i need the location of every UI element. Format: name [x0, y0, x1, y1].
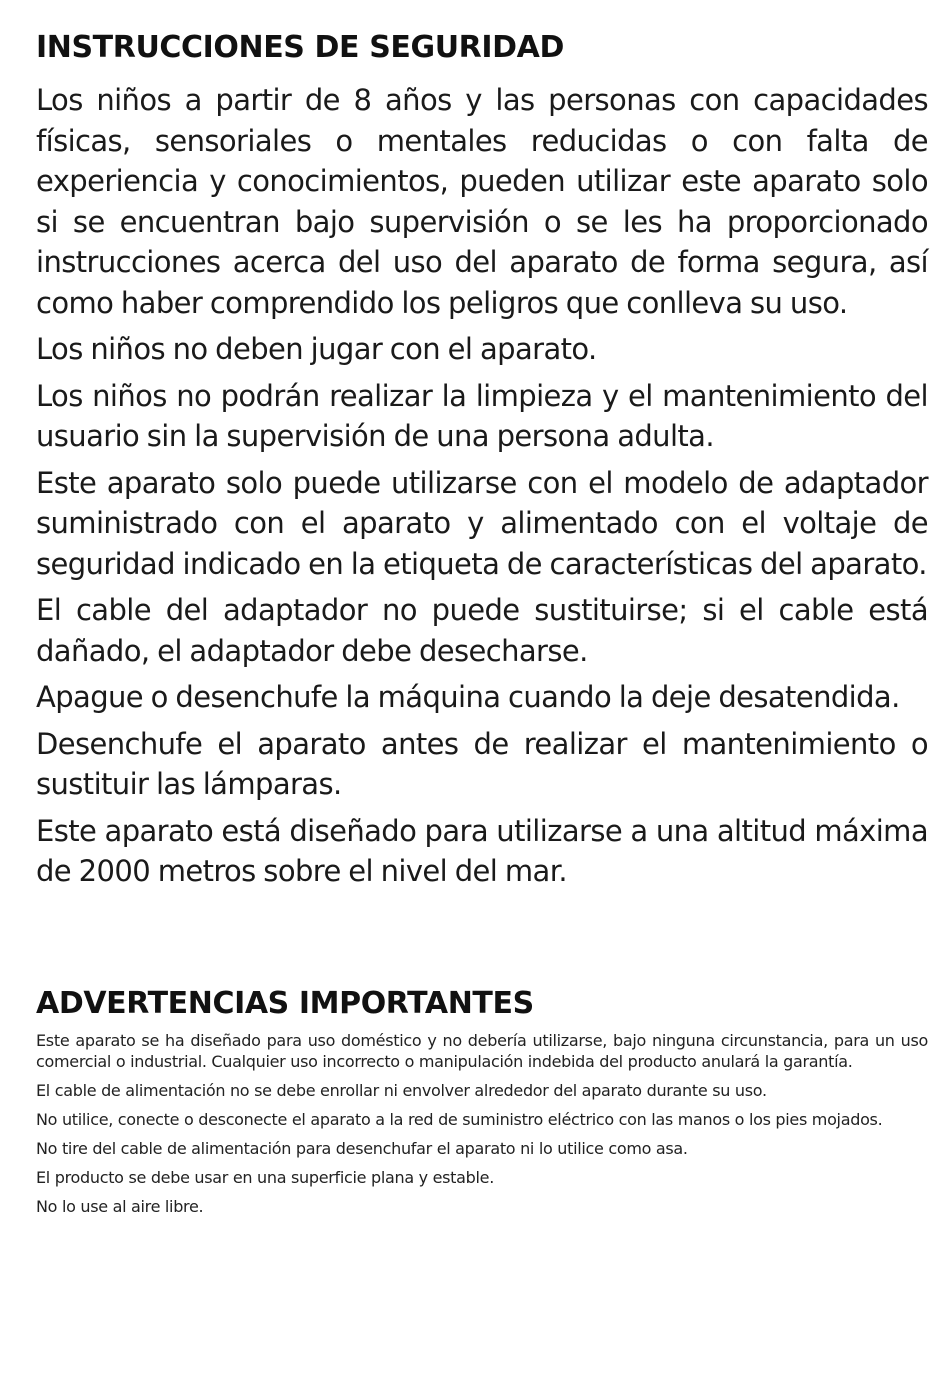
warning-paragraph: El producto se debe usar en una superficie plana y estable. — [36, 1168, 494, 1187]
safety-paragraph: Este aparato solo puede utilizarse con el modelo de adaptador suministrado con el aparato y alimentado con el voltaje de seguridad indicado en la etiqueta de características del aparato. — [36, 465, 928, 581]
warning-paragraph: El cable de alimentación no se debe enrollar ni envolver alrededor del aparato durante su uso. — [36, 1081, 767, 1100]
safety-instructions-heading: INSTRUCCIONES DE SEGURIDAD — [36, 30, 564, 65]
important-warnings-list — [36, 1030, 928, 1225]
safety-instructions-list — [36, 80, 928, 898]
safety-paragraph: Los niños no podrán realizar la limpieza y el mantenimiento del usuario sin la supervisión de una persona adulta. — [36, 378, 928, 453]
warning-paragraph: No utilice, conecte o desconecte el aparato a la red de suministro eléctrico con las manos o los pies mojados. — [36, 1110, 883, 1129]
warning-paragraph: No lo use al aire libre. — [36, 1197, 204, 1216]
safety-paragraph: Apague o desenchufe la máquina cuando la deje desatendida. — [36, 680, 900, 714]
safety-paragraph: Desenchufe el aparato antes de realizar el mantenimiento o sustituir las lámparas. — [36, 726, 928, 801]
safety-paragraph: Este aparato está diseñado para utilizarse a una altitud máxima de 2000 metros sobre el nivel del mar. — [36, 813, 928, 888]
safety-paragraph: Los niños a partir de 8 años y las personas con capacidades físicas, sensoriales o mentales reducidas o con falta de experiencia y conocimientos, pueden utilizar este aparato solo si se encuentran bajo supervisión o se les ha proporcionado instrucciones acerca del uso del aparato de forma segura, así como haber comprendido los peligros que conlleva su uso. — [36, 83, 928, 320]
important-warnings-heading: ADVERTENCIAS IMPORTANTES — [36, 986, 534, 1021]
warning-paragraph: Este aparato se ha diseñado para uso doméstico y no debería utilizarse, bajo ninguna circunstancia, para un uso comercial o industrial. Cualquier uso incorrecto o manipulación indebida del producto anulará la garantía. — [36, 1031, 928, 1071]
warning-paragraph: No tire del cable de alimentación para desenchufar el aparato ni lo utilice como asa. — [36, 1139, 688, 1158]
safety-paragraph: El cable del adaptador no puede sustituirse; si el cable está dañado, el adaptador debe desecharse. — [36, 593, 928, 668]
safety-paragraph: Los niños no deben jugar con el aparato. — [36, 332, 597, 366]
